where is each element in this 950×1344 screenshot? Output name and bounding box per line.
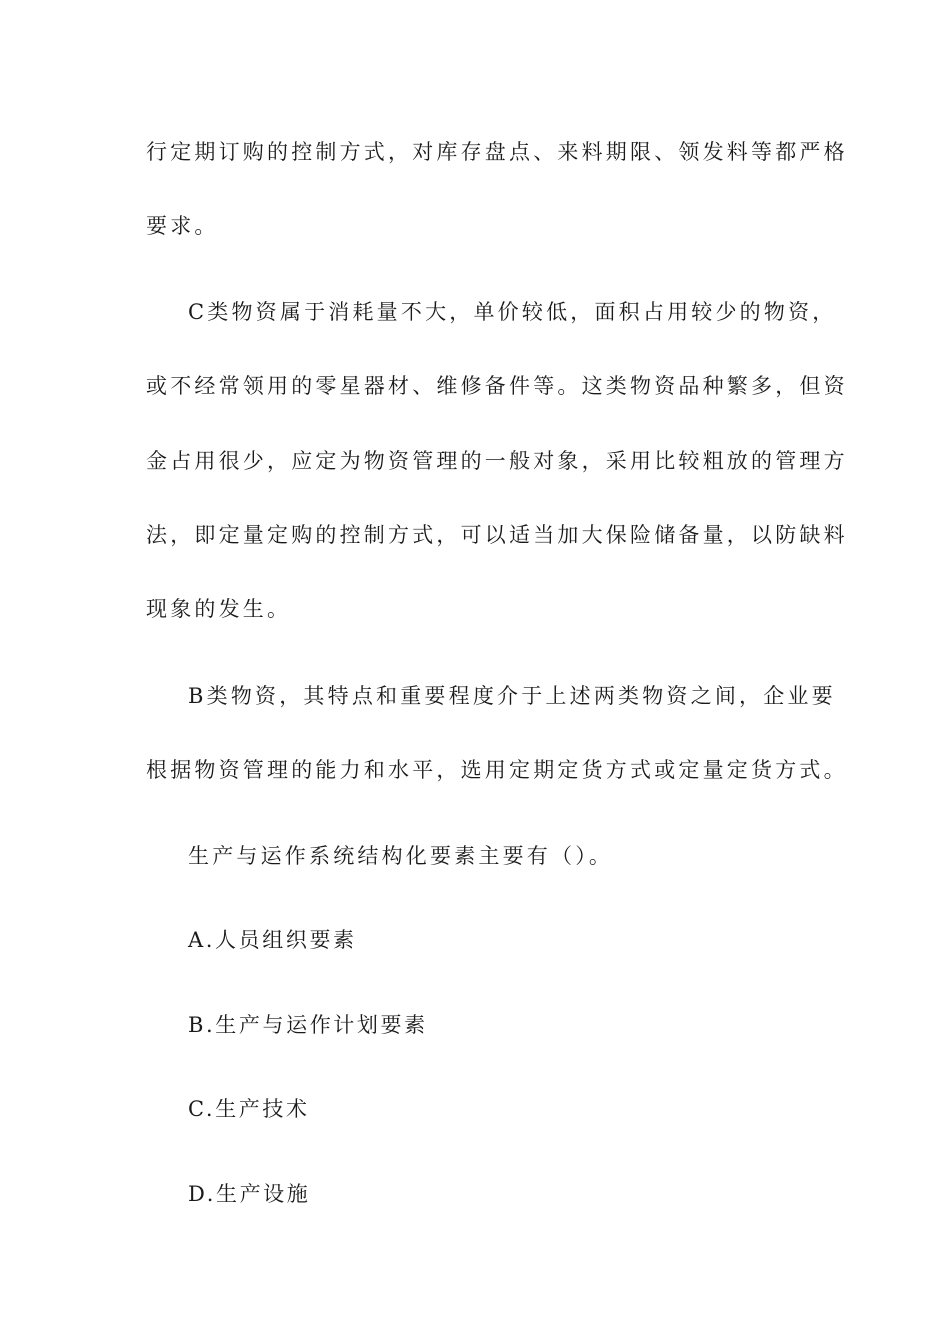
paragraph-a-line-2: 要求。 [146,214,219,238]
option-d: D.生产设施 [188,1182,311,1206]
option-a: A.人员组织要素 [188,928,357,952]
paragraph-c-line-4: 法，即定量定购的控制方式，可以适当加大保险储备量，以防缺料 [146,523,848,547]
paragraph-b-line-1: B类物资，其特点和重要程度介于上述两类物资之间，企业要 [188,684,836,708]
option-b: B.生产与运作计划要素 [188,1013,428,1037]
paragraph-c-line-2: 或不经常领用的零星器材、维修备件等。这类物资品种繁多，但资 [146,374,848,398]
paragraph-c-line-1: C类物资属于消耗量不大，单价较低，面积占用较少的物资， [188,300,837,324]
paragraph-a-line-1: 行定期订购的控制方式，对库存盘点、来料期限、领发料等都严格 [146,140,848,164]
paragraph-c-line-3: 金占用很少，应定为物资管理的一般对象，采用比较粗放的管理方 [146,449,848,473]
question-stem: 生产与运作系统结构化要素主要有（）。 [188,844,614,868]
option-c: C.生产技术 [188,1097,310,1121]
paragraph-c-line-5: 现象的发生。 [146,597,292,621]
paragraph-b-line-2: 根据物资管理的能力和水平，选用定期定货方式或定量定货方式。 [146,758,848,782]
